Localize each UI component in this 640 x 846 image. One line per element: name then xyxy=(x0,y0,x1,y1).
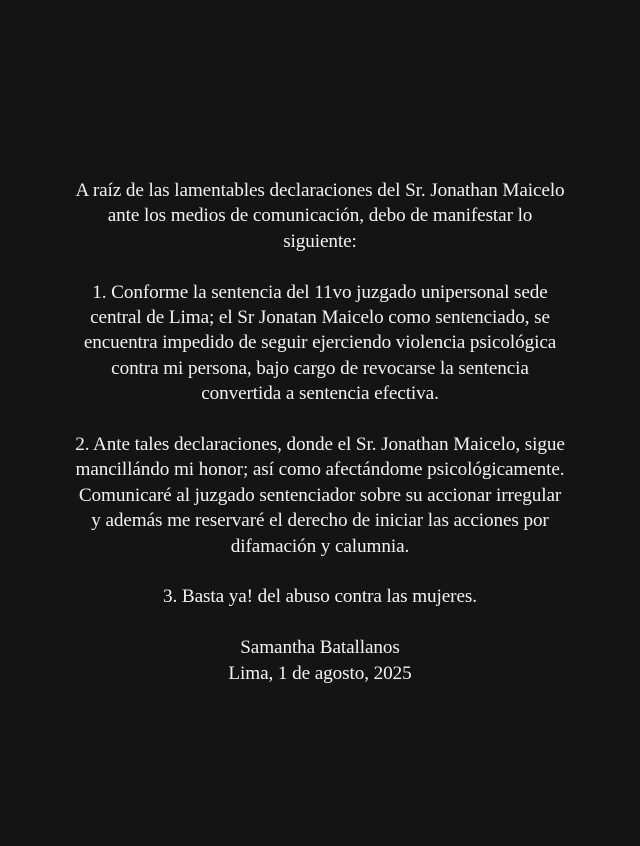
point-2-line: Comunicaré al juzgado sentenciador sobre su accionar irregular xyxy=(78,484,562,506)
point-1-line: contra mi persona, bajo cargo de revocarse la sentencia xyxy=(111,357,529,379)
signature-place-date: Lima, 1 de agosto, 2025 xyxy=(228,662,412,684)
point-1-line: central de Lima; el Sr Jonatan Maicelo como sentenciado, se xyxy=(90,307,550,329)
point-3-line: 3. Basta ya! del abuso contra las mujeres. xyxy=(163,586,477,608)
signature-block xyxy=(14,635,626,686)
point-2-line: 2. Ante tales declaraciones, donde el Sr. Jonathan Maicelo, sigue xyxy=(75,434,565,456)
intro-paragraph xyxy=(14,178,626,254)
intro-line: siguiente: xyxy=(283,230,357,252)
point-1-paragraph xyxy=(14,280,626,407)
statement-text xyxy=(14,178,626,711)
signature-name: Samantha Batallanos xyxy=(240,637,400,659)
point-2-paragraph xyxy=(14,432,626,559)
intro-line: ante los medios de comunicación, debo de manifestar lo xyxy=(107,205,533,227)
intro-line: A raíz de las lamentables declaraciones del Sr. Jonathan Maicelo xyxy=(75,180,565,201)
point-2-line: mancillándo mi honor; así como afectándome psicológicamente. xyxy=(75,459,565,481)
point-2-line: difamación y calumnia. xyxy=(230,535,410,557)
point-3-paragraph xyxy=(14,584,626,609)
point-1-line: convertida a sentencia efectiva. xyxy=(201,383,439,405)
point-1-line: 1. Conforme la sentencia del 11vo juzgado unipersonal sede xyxy=(92,281,548,303)
point-1-line: encuentra impedido de seguir ejerciendo violencia psicológica xyxy=(83,332,557,354)
point-2-line: y además me reservaré el derecho de iniciar las acciones por xyxy=(91,510,549,532)
